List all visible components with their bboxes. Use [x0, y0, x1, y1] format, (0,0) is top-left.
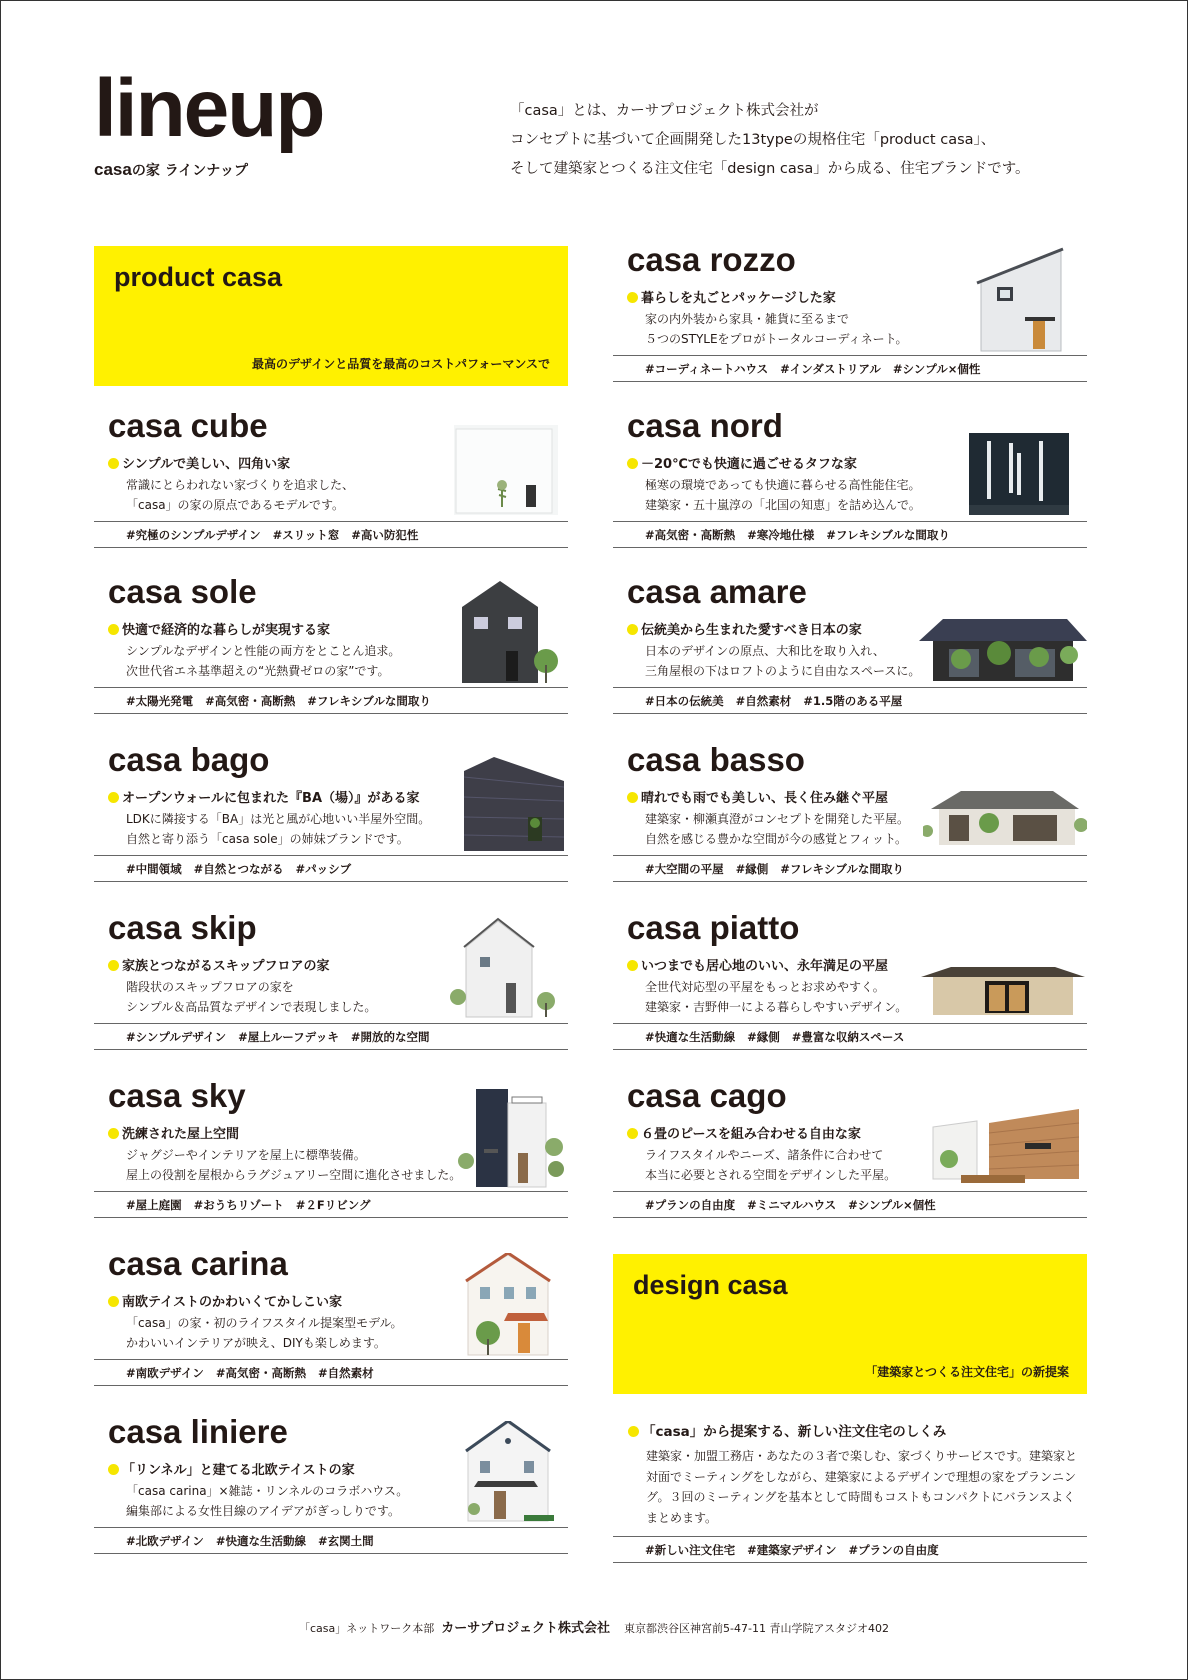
product-name: casa sole [108, 573, 257, 610]
bullet-dot-icon [108, 1464, 119, 1475]
product-name: casa carina [108, 1245, 288, 1282]
product-tags: #プランの自由度 #ミニマルハウス #シンプル×個性 [613, 1191, 1087, 1218]
house-cago-image [931, 1109, 1081, 1187]
product-tags: #日本の伝統美 #自然素材 #1.5階のある平屋 [613, 687, 1087, 714]
design-casa-subtitle: 「建築家とつくる注文住宅」の新提案 [865, 1365, 1069, 1379]
house-skip-image [446, 917, 562, 1021]
house-liniere-image [464, 1421, 558, 1525]
design-casa-desc: 建築家・加盟工務店・あなたの３者で楽しむ、家づくりサービスです。建築家と対面でミーティングをしながら、建築家によるデザインで理想の家をプランニング。３回のミーティングを基本として時間もコストもコンパクトにバランスよくまとめます。 [646, 1449, 1078, 1525]
product-catch: －20℃でも快適に過ごせるタフな家 [627, 453, 857, 472]
product-desc: 常識にとらわれない家づくりを追求した、 「casa」の家の原点であるモデルです。 [126, 478, 355, 512]
page-subtitle [94, 160, 248, 180]
product-desc: 日本のデザインの原点、大和比を取り入れ、 三角屋根の下はロフトのように自由なスペースに。 [645, 644, 921, 678]
product-name: casa bago [108, 741, 270, 778]
product-card-casa-sky [94, 1079, 568, 1223]
intro-line: コンセプトに基づいて企画開発した13typeの規格住宅「product casa」、 [510, 132, 996, 148]
product-casa-subtitle: 最高のデザインと品質を最高のコストパフォーマンスで [252, 357, 550, 371]
product-tags: #中間領域 #自然とつながる #パッシブ [94, 855, 568, 882]
product-catch: ６畳のピースを組み合わせる自由な家 [627, 1123, 861, 1142]
bullet-dot-icon [627, 1128, 638, 1139]
product-catch: 晴れでも雨でも美しい、長く住み継ぐ平屋 [627, 787, 888, 806]
house-sole-image [460, 581, 560, 685]
product-name: casa piatto [627, 909, 800, 946]
product-tags: #大空間の平屋 #縁側 #フレキシブルな間取り [613, 855, 1087, 882]
bullet-dot-icon [627, 458, 638, 469]
subtitle-brand: casa [94, 160, 132, 179]
footer-company: カーサプロジェクト株式会社 [441, 1621, 611, 1636]
house-basso-image [923, 791, 1087, 849]
bullet-dot-icon [108, 624, 119, 635]
product-tags: #シンプルデザイン #屋上ルーフデッキ #開放的な空間 [94, 1023, 568, 1050]
product-desc: 階段状のスキップフロアの家を シンプル＆高品質なデザインで表現しました。 [126, 980, 377, 1014]
intro-line: そして建築家とつくる注文住宅「design casa」から成る、住宅ブランドです。 [510, 161, 1030, 177]
bullet-dot-icon [108, 1296, 119, 1307]
product-card-casa-nord [613, 409, 1087, 553]
product-card-casa-rozzo [613, 243, 1087, 387]
product-catch: 暮らしを丸ごとパッケージした家 [627, 287, 836, 306]
product-desc: 建築家・柳瀬真澄がコンセプトを開発した平屋。 自然を感じる豊かな空間が今の感覚とフィット。 [645, 812, 910, 846]
product-tags: #コーディネートハウス #インダストリアル #シンプル×個性 [613, 355, 1087, 382]
house-cube-image [454, 425, 558, 515]
product-desc: ライフスタイルやニーズ、諸条件に合わせて 本当に必要とされる空間をデザインした平屋。 [645, 1148, 897, 1182]
product-card-casa-sole [94, 575, 568, 719]
product-card-casa-basso [613, 743, 1087, 887]
product-catch: オープンウォールに包まれた『BA（場）』がある家 [108, 787, 420, 806]
bullet-dot-icon [627, 792, 638, 803]
bullet-dot-icon [108, 1128, 119, 1139]
footer-address: 東京都渋谷区神宮前5-47-11 青山学院アスタジオ402 [624, 1622, 889, 1635]
bullet-dot-icon [628, 1426, 639, 1437]
product-name: casa sky [108, 1077, 246, 1114]
design-casa-catch: 「casa」から提案する、新しい注文住宅のしくみ [628, 1420, 1078, 1440]
product-name: casa cube [108, 407, 268, 444]
product-tags: #太陽光発電 #高気密・高断熱 #フレキシブルな間取り [94, 687, 568, 714]
product-name: casa basso [627, 741, 805, 778]
house-amare-image [919, 619, 1087, 685]
product-card-casa-liniere [94, 1415, 568, 1559]
product-name: casa liniere [108, 1413, 288, 1450]
product-tags: #南欧デザイン #高気密・高断熱 #自然素材 [94, 1359, 568, 1386]
product-catch: 「リンネル」と建てる北欧テイストの家 [108, 1459, 355, 1478]
product-desc: 家の内外装から家具・雑貨に至るまで ５つのSTYLEをプロがトータルコーディネート。 [645, 312, 908, 346]
house-carina-image [464, 1253, 554, 1357]
product-card-casa-cube [94, 409, 568, 553]
product-desc: 全世代対応型の平屋をもっとお求めやすく。 建築家・吉野伸一による暮らしやすいデザイン。 [645, 980, 908, 1014]
page-title: lineup [94, 63, 324, 154]
product-name: casa amare [627, 573, 807, 610]
product-catch: 南欧テイストのかわいくてかしこい家 [108, 1291, 342, 1310]
house-bago-image [462, 757, 566, 853]
product-desc: 「casa carina」×雑誌・リンネルのコラボハウス。 編集部による女性目線のアイデアがぎっしりです。 [126, 1484, 409, 1518]
product-card-casa-carina [94, 1247, 568, 1391]
subtitle-rest: の家 ラインナップ [131, 163, 249, 179]
product-catch: シンプルで美しい、四角い家 [108, 453, 290, 472]
design-casa-body [628, 1420, 1078, 1528]
house-nord-image [969, 433, 1069, 515]
product-desc: シンプルなデザインと性能の両方をとことん追求。 次世代省エネ基準超えの“光熱費ゼロの家”です。 [126, 644, 401, 678]
product-tags: #屋上庭園 #おうちリゾート #２Fリビング [94, 1191, 568, 1218]
bullet-dot-icon [627, 960, 638, 971]
bullet-dot-icon [627, 624, 638, 635]
bullet-dot-icon [108, 960, 119, 971]
product-catch: 快適で経済的な暮らしが実現する家 [108, 619, 330, 638]
footer [0, 1617, 1188, 1636]
bullet-dot-icon [108, 792, 119, 803]
product-tags: #北欧デザイン #快適な生活動線 #玄関土間 [94, 1527, 568, 1554]
product-card-casa-piatto [613, 911, 1087, 1055]
product-desc: ジャグジーやインテリアを屋上に標準装備。 屋上の役割を屋根からラグジュアリー空間に進化させました。 [126, 1148, 462, 1182]
product-name: casa rozzo [627, 241, 796, 278]
product-desc: 「casa」の家・初のライフスタイル提案型モデル。 かわいいインテリアが映え、DIYも楽しめます。 [126, 1316, 403, 1350]
product-desc: LDKに隣接する「BA」は光と風が心地いい半屋外空間。 自然と寄り添う「casa sole」の姉妹ブランドです。 [126, 812, 431, 846]
house-piatto-image [921, 967, 1085, 1017]
product-desc: 極寒の環境であっても快適に暮らせる高性能住宅。 建築家・五十嵐淳の「北国の知恵」を詰め込んで。 [645, 478, 921, 512]
intro-text [510, 97, 1030, 184]
product-catch: 家族とつながるスキップフロアの家 [108, 955, 329, 974]
product-casa-title: product casa [114, 262, 283, 292]
bullet-dot-icon [627, 292, 638, 303]
product-name: casa skip [108, 909, 257, 946]
product-tags: #究極のシンプルデザイン #スリット窓 #高い防犯性 [94, 521, 568, 548]
product-catch: 伝統美から生まれた愛すべき日本の家 [627, 619, 862, 638]
intro-line: 「casa」とは、カーサプロジェクト株式会社が [510, 103, 819, 119]
house-sky-image [458, 1089, 566, 1189]
bullet-dot-icon [108, 458, 119, 469]
footer-org: 「casa」ネットワーク本部 [299, 1622, 435, 1635]
product-tags: #快適な生活動線 #縁側 #豊富な収納スペース [613, 1023, 1087, 1050]
product-card-casa-skip [94, 911, 568, 1055]
product-name: casa cago [627, 1077, 787, 1114]
product-tags: #高気密・高断熱 #寒冷地仕様 #フレキシブルな間取り [613, 521, 1087, 548]
product-catch: いつまでも居心地のいい、永年満足の平屋 [627, 955, 888, 974]
product-card-casa-amare [613, 575, 1087, 719]
product-catch: 洗練された屋上空間 [108, 1123, 239, 1142]
product-casa-banner [94, 246, 568, 386]
design-casa-title: design casa [633, 1270, 788, 1300]
product-card-casa-cago [613, 1079, 1087, 1223]
product-card-casa-bago [94, 743, 568, 887]
design-casa-tags: #新しい注文住宅 #建築家デザイン #プランの自由度 [613, 1536, 1087, 1563]
design-casa-banner [613, 1254, 1087, 1394]
product-name: casa nord [627, 407, 783, 444]
house-rozzo-image [967, 247, 1075, 353]
